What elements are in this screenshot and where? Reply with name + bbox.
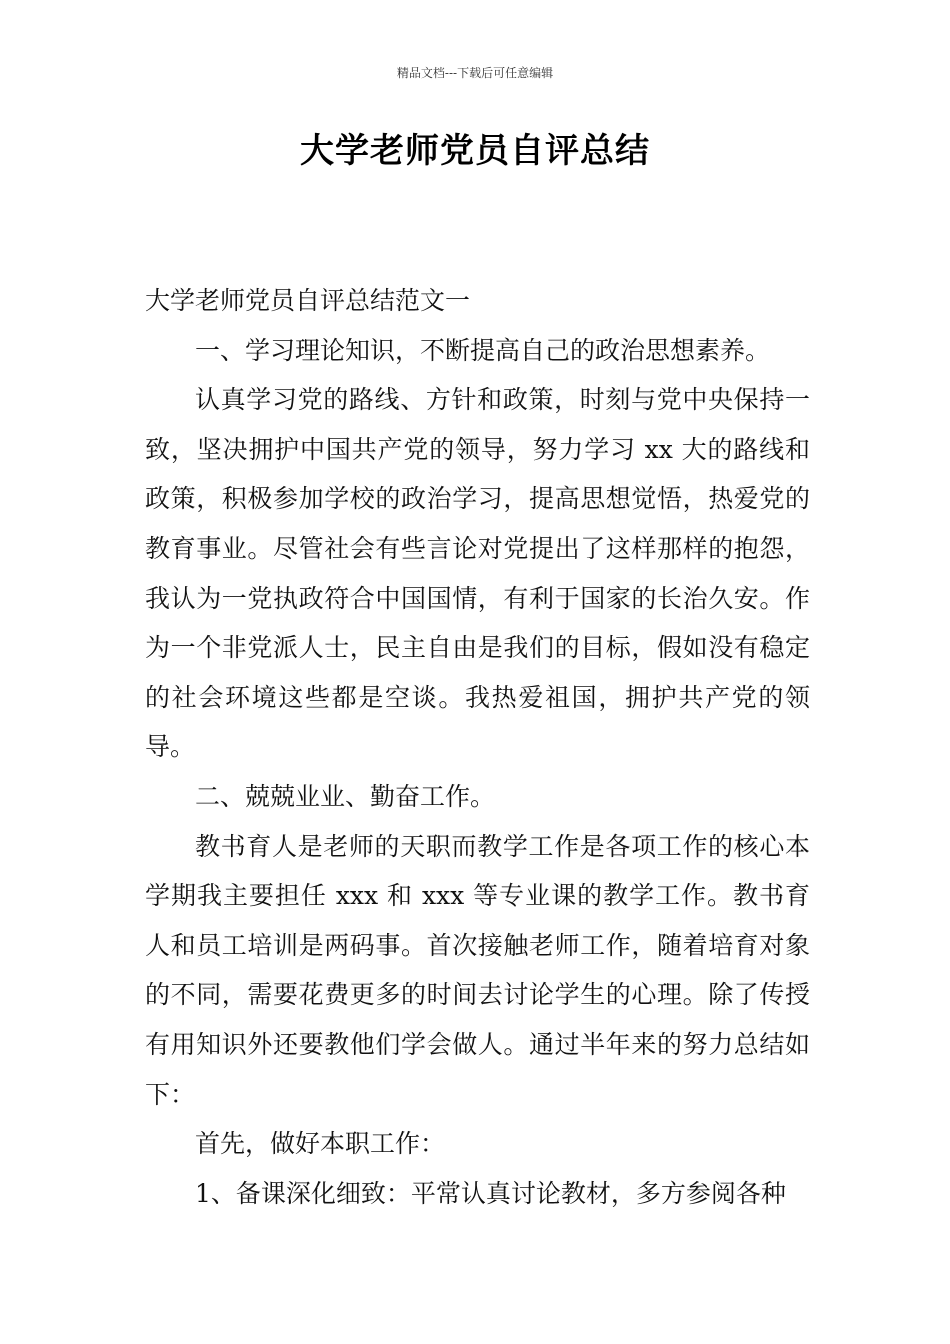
paragraph-heading-3: 首先，做好本职工作： (195, 1129, 446, 1159)
paragraph-heading-1: 一、学习理论知识，不断提高自己的政治思想素养。 (195, 335, 771, 365)
document-body (145, 276, 810, 1218)
paragraph-body-1: 认真学习党的路线、方针和政策，时刻与党中央保持一致，坚决拥护中国共产党的领导，努力学习 xx 大的路线和政策，积极参加学校的政治学习，提高思想觉悟，热爱党的教育事业。尽管社会有些言论对党提出了这样那样的抱怨，我认为一党执政符合中国国情，有利于国家的长治久安。作为一个非党派人士，民主自由是我们的目标，假如没有稳定的社会环境这些都是空谈。我热爱祖国，拥护共产党的领导。 (145, 385, 810, 762)
paragraph-heading-2: 二、兢兢业业、勤奋工作。 (195, 781, 496, 811)
paragraph-body-2: 教书育人是老师的天职而教学工作是各项工作的核心本学期我主要担任 xxx 和 xxx 等专业课的教学工作。教书育人和员工培训是两码事。首次接触老师工作，随着培育对象的不同，需要花费更多的时间去讨论学生的心理。除了传授有用知识外还要教他们学会做人。通过半年来的努力总结如下： (145, 831, 810, 1109)
document-title: 大学老师党员自评总结 (300, 131, 650, 171)
paragraph-body-3: 1、备课深化细致：平常认真讨论教材，多方参阅各种 (195, 1178, 786, 1208)
header-note: 精品文档---下载后可任意编辑 (396, 66, 554, 80)
section-subtitle: 大学老师党员自评总结范文一 (145, 286, 471, 315)
